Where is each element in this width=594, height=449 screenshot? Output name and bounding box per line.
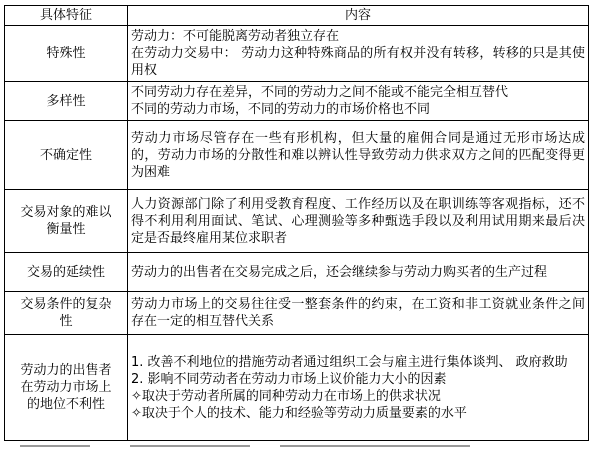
cropped-next-line: [0, 444, 594, 449]
feature-text: 衡量性: [46, 222, 86, 237]
content-text: 1. 改善不利地位的措施劳动者通过组织工会与雇主进行集体谈判、 政府救助: [131, 354, 568, 370]
table-row: [5, 292, 589, 335]
feature-cell: [5, 335, 128, 441]
feature-cell: [5, 26, 128, 82]
content-cell: [128, 190, 589, 253]
cropped-text-fragment: [130, 445, 250, 447]
table-row: [5, 26, 589, 82]
content-text: 不同的劳动力市场，不同的劳动力的市场价格也不同: [131, 102, 431, 117]
content-cell: [128, 253, 589, 292]
feature-text: 多样性: [46, 93, 86, 109]
cropped-text-fragment: [20, 445, 90, 447]
feature-text: 性: [59, 314, 73, 329]
feature-text: 特殊性: [46, 46, 86, 61]
content-text: 人力资源部门除了利用受教育程度、工作经历以及在职训练等客观指标，还不得不利用利用面试、笔试、心理测验等多种甄选手段以及利用试用期来最后决定是否最终雇用某位求职者: [131, 196, 585, 246]
content-text: 劳动力：不可能脱离劳动者独立存在: [131, 29, 340, 44]
feature-text: 交易条件的复杂: [20, 297, 112, 312]
feature-cell: [5, 292, 128, 335]
content-cell: [128, 292, 589, 335]
feature-cell: [5, 190, 128, 253]
feature-text: 的地位不利性: [26, 397, 105, 412]
table-row: [5, 121, 589, 190]
cropped-text-fragment: [280, 445, 470, 447]
features-table: [4, 5, 589, 441]
content-text: 劳动力的出售者在交易完成之后，还会继续参与劳动力购买者的生产过程: [131, 264, 548, 280]
content-cell: [128, 26, 589, 82]
table-row: [5, 190, 589, 253]
header-content: 内容: [128, 6, 589, 26]
content-cell: [128, 335, 589, 441]
content-text: ✧取决于劳动者所属的同种劳动力在市场上的供求状况: [131, 388, 441, 404]
table-row: [5, 335, 589, 441]
table-row: [5, 253, 589, 292]
content-text: 劳动力市场尽管存在一些有形机构，但大量的雇佣合同是通过无形市场达成的，劳动力市场的分散性和难以辨认性导致劳动力供求双方之间的匹配变得更为困难: [131, 130, 585, 180]
content-text: 劳动力市场上的交易往往受一整套条件的约束，在工资和非工资就业条件之间存在一定的相互替代关系: [131, 297, 585, 329]
feature-cell: [5, 82, 128, 121]
content-cell: [128, 82, 589, 121]
content-text: 2. 影响不同劳动者在劳动力市场上议价能力大小的因素: [131, 371, 447, 387]
content-text: 在劳动力交易中： 劳动力这种特殊商品的所有权并没有转移，转移的只是其使用权: [131, 46, 585, 78]
content-text: 不同劳动力存在差异，不同的劳动力之间不能或不能完全相互替代: [131, 85, 509, 100]
feature-text: 交易对象的难以: [20, 205, 112, 220]
feature-text: 交易的延续性: [26, 264, 105, 280]
content-text: ✧取决于个人的技术、能力和经验等劳动力质量要素的水平: [131, 405, 467, 421]
feature-text: 在劳动力市场上: [20, 380, 112, 395]
feature-text: 劳动力的出售者: [20, 363, 112, 378]
feature-text: 不确定性: [39, 147, 92, 163]
content-cell: [128, 121, 589, 190]
header-feature: 具体特征: [5, 6, 128, 26]
table-row: [5, 82, 589, 121]
feature-cell: [5, 253, 128, 292]
feature-cell: [5, 121, 128, 190]
table-header-row: [5, 6, 589, 26]
